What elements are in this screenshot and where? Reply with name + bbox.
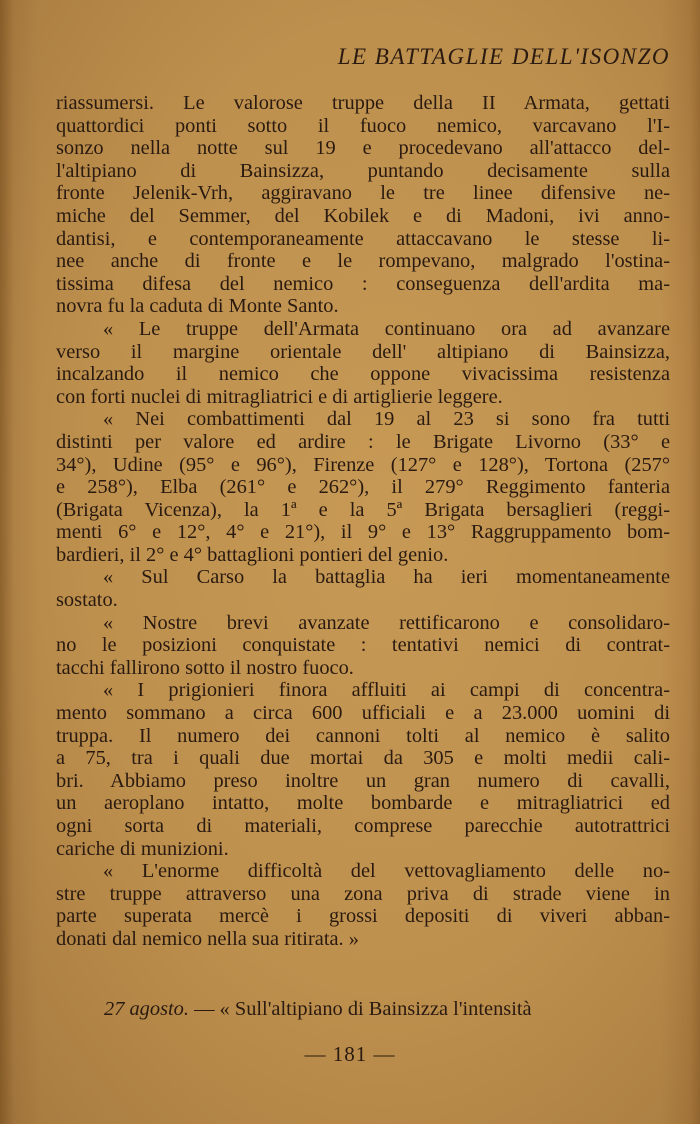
page-number: — 181 — xyxy=(304,1042,396,1066)
paragraph xyxy=(56,860,670,950)
text-line: e 258°), Elba (261° e 262°), il 279° Reggimento fanteria xyxy=(56,476,670,499)
text-line: ogni sorta di materiali, comprese parecchie autotrattrici xyxy=(56,815,670,837)
text-line: « I prigionieri finora affluiti ai campi di concentra- xyxy=(103,679,670,702)
text-line: verso il margine orientale dell' altipiano di Bainsizza, xyxy=(56,340,670,363)
running-title: LE BATTAGLIE DELL'ISONZO xyxy=(337,44,670,69)
paragraph xyxy=(56,408,670,566)
text-line: l'altipiano di Bainsizza, puntando decisamente sulla xyxy=(56,159,670,182)
paragraph xyxy=(56,679,670,860)
text-line: miche del Semmer, del Kobilek e di Madoni, ivi anno- xyxy=(56,204,670,227)
text-line: « Nei combattimenti dal 19 al 23 si sono fra tutti xyxy=(103,408,670,431)
text-line: tacchi fallirono sotto il nostro fuoco. xyxy=(56,656,354,679)
entry-text: — « Sull'altipiano di Bainsizza l'intensità xyxy=(188,998,532,1020)
text-line: bardieri, il 2° e 4° battaglioni pontieri del genio. xyxy=(56,543,449,566)
text-line: « L'enorme difficoltà del vettovagliamento delle no- xyxy=(103,860,670,883)
paragraph xyxy=(56,92,670,318)
text-line: tissima difesa del nemico : conseguenza dell'ardita ma- xyxy=(56,272,670,295)
paragraph xyxy=(56,566,670,611)
body-text xyxy=(56,92,670,951)
text-line: 34°), Udine (95° e 96°), Firenze (127° e 128°), Tortona (257° xyxy=(56,453,670,476)
text-line: quattordici ponti sotto il fuoco nemico, varcavano l'I- xyxy=(56,114,670,137)
text-line: « Sul Carso la battaglia ha ieri momentaneamente xyxy=(103,566,670,589)
text-line: un aeroplano intatto, molte bombarde e mitragliatrici ed xyxy=(56,792,670,815)
text-line: « Le truppe dell'Armata continuano ora ad avanzare xyxy=(103,317,670,340)
text-line: bri. Abbiamo preso inoltre un gran numero di cavalli, xyxy=(56,769,670,792)
text-line: mento sommano a circa 600 ufficiali e a 23.000 uomini di xyxy=(56,702,670,725)
text-line: incalzando il nemico che oppone vivacissima resistenza xyxy=(56,363,670,386)
entry-date: 27 agosto. xyxy=(104,998,189,1020)
text-line: (Brigata Vicenza), la 1ª e la 5ª Brigata bersaglieri (reggi- xyxy=(56,498,670,521)
paragraph xyxy=(56,612,670,680)
text-line: fronte Jelenik-Vrh, aggiravano le tre linee difensive ne- xyxy=(56,182,670,205)
text-line: sonzo nella notte sul 19 e procedevano all'attacco del- xyxy=(56,137,670,160)
text-line: no le posizioni conquistate : tentativi nemici di contrat- xyxy=(56,634,670,657)
date-entry xyxy=(104,998,670,1021)
text-line: truppa. Il numero dei cannoni tolti al nemico è salito xyxy=(56,724,670,747)
paragraph xyxy=(56,318,670,408)
text-line: sostato. xyxy=(56,589,118,612)
text-line: cariche di munizioni. xyxy=(56,837,229,860)
text-line: menti 6° e 12°, 4° e 21°), il 9° e 13° Raggruppamento bom- xyxy=(56,521,670,544)
text-line: novra fu la caduta di Monte Santo. xyxy=(56,295,339,318)
text-line: parte superata mercè i grossi depositi di viveri abban- xyxy=(56,905,670,928)
text-line: donati dal nemico nella sua ritirata. » xyxy=(56,927,359,950)
text-line: distinti per valore ed ardire : le Brigate Livorno (33° e xyxy=(56,430,670,453)
text-line: riassumersi. Le valorose truppe della II Armata, gettati xyxy=(56,92,670,114)
text-line: dantisi, e contemporaneamente attaccavano le stesse li- xyxy=(56,227,670,250)
text-line: con forti nuclei di mitragliatrici e di artiglierie leggere. xyxy=(56,385,503,408)
text-line: stre truppe attraverso una zona priva di strade viene in xyxy=(56,882,670,905)
text-line: nee anche di fronte e le rompevano, malgrado l'ostina- xyxy=(56,250,670,273)
text-line: « Nostre brevi avanzate rettificarono e consolidaro- xyxy=(103,611,670,634)
text-line: a 75, tra i quali due mortai da 305 e molti medii cali- xyxy=(56,747,670,770)
